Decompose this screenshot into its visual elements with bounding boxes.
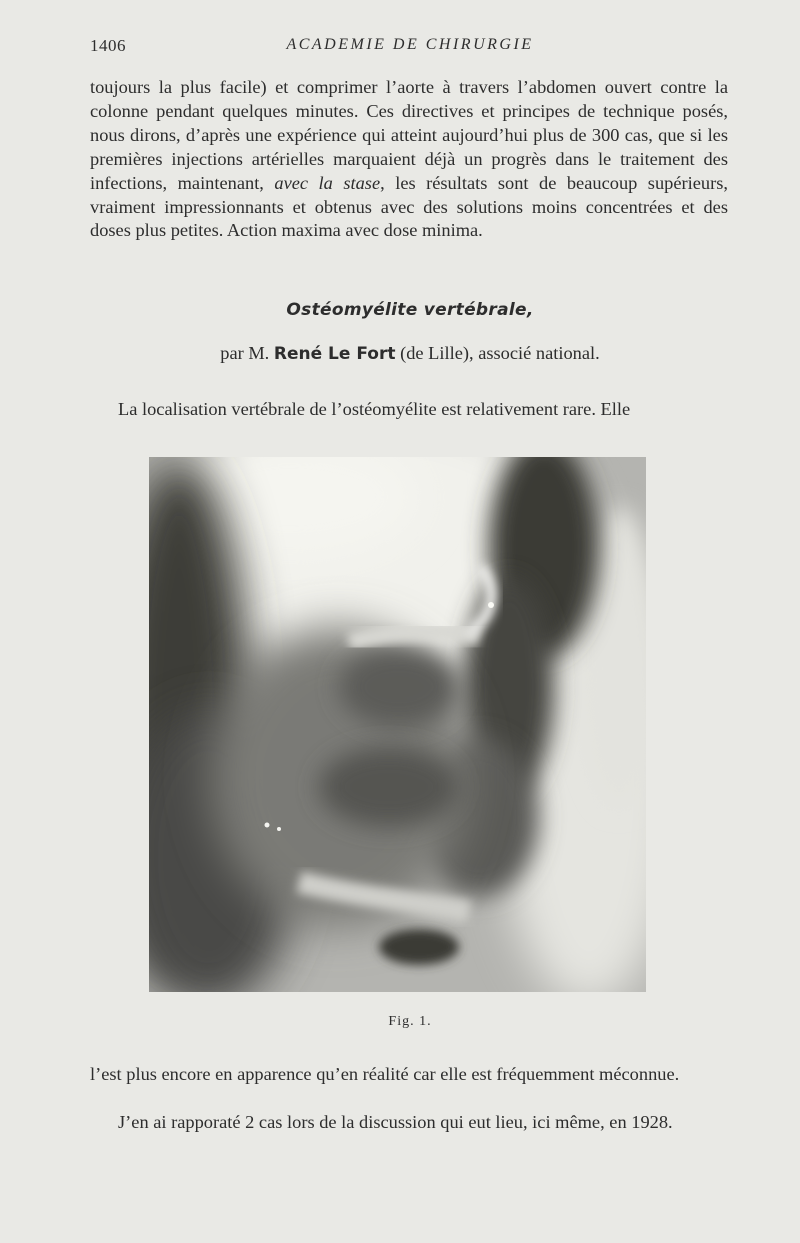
paragraph-top-end: , les résultats sont de beaucoup supérieurs, vraiment impressionnants et obtenus avec des solutions moins concentrées et des doses plus petites. Action maxima avec dose minima.	[90, 172, 728, 241]
paragraph-bottom-2: J’en ai rapporaté 2 cas lors de la discussion qui eut lieu, ici même, en 1928.	[118, 1112, 673, 1132]
byline-prefix: par M.	[220, 343, 274, 363]
xray-image	[149, 457, 646, 992]
running-title: ACADEMIE DE CHIRURGIE	[286, 36, 534, 53]
xray-figure	[149, 457, 646, 992]
byline	[90, 343, 730, 364]
paragraph-bottom-1: l’est plus encore en apparence qu’en réalité car elle est fréquemment méconnue.	[90, 1064, 680, 1084]
page-number: 1406	[90, 36, 126, 55]
byline-author: René Le Fort	[273, 344, 396, 364]
figure-caption: Fig. 1.	[388, 1014, 432, 1029]
intro-paragraph: La localisation vertébrale de l’ostéomyélite est relativement rare. Elle	[118, 399, 631, 419]
section-title: Ostéomyélite vertébrale,	[286, 300, 534, 320]
paragraph-top-italic: avec la stase	[274, 172, 381, 193]
page-header	[90, 36, 730, 60]
byline-suffix: (de Lille), associé national.	[395, 343, 600, 363]
paragraph-top-text: toujours la plus facile) et comprimer l’aorte à travers l’abdomen ouvert contre la colonne pendant quelques minutes. Ces directives et principes de technique posés, nous dirons, d’après une expérience qui atteint aujourd’hui plus de 300 cas, que si les premières injections artérielles marquaient déjà un progrès dans le traitement des infections, maintenant,	[90, 77, 728, 193]
paragraph-top	[90, 76, 728, 243]
